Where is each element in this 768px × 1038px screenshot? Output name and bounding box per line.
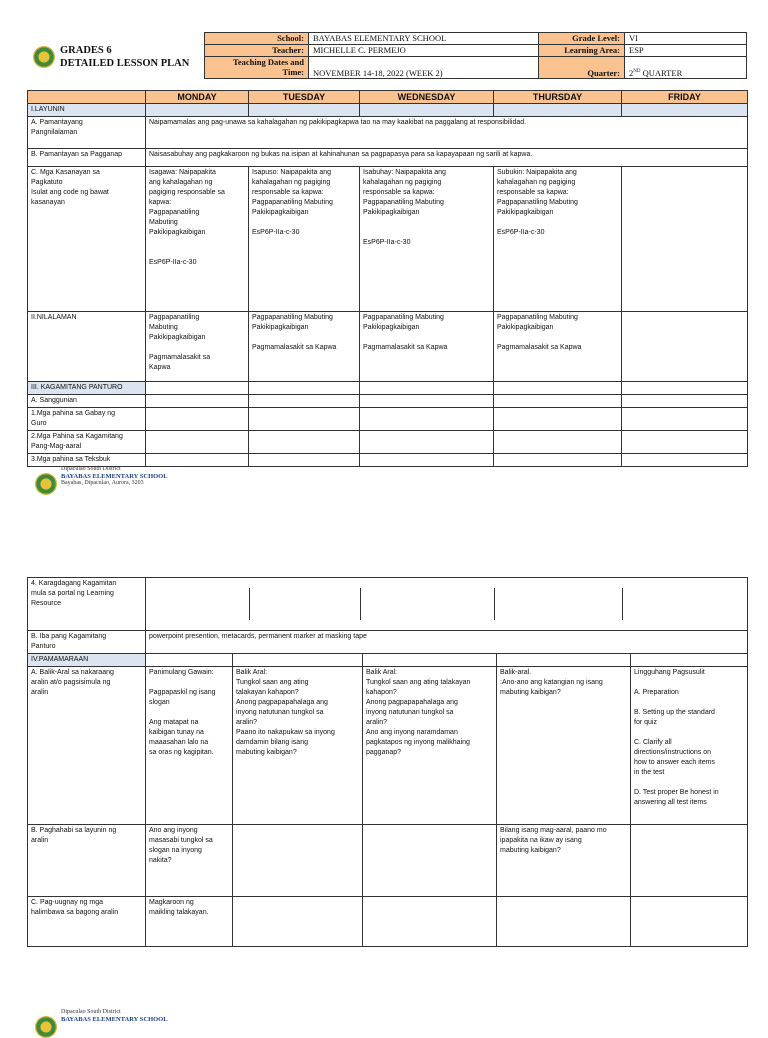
area-label: Learning Area: — [539, 45, 625, 57]
footer-address: Bayabas, Dipaculao, Aurora, 3203 — [61, 480, 144, 486]
footer-school: BAYABAS ELEMENTARY SCHOOL — [61, 473, 168, 480]
kagamitang-pang-label: 2.Mga Pahina sa Kagamitang Pang-Mag-aaral — [28, 431, 146, 454]
teacher-label: Teacher: — [205, 45, 309, 57]
pag-uugnay-label: C. Pag-uugnay ng mga halimbawa sa bagong aralin — [28, 897, 146, 947]
kasanayan-label: C. Mga Kasanayan sa Pagkatuto Isulat ang code ng bawat kasanayan — [28, 167, 146, 312]
footer-district-2: Dipaculao South District — [61, 1009, 121, 1015]
paganap-text: Naisasabuhay ang pagkakaroon ng bukas na isipan at kahinahunan sa pagpapasya para sa kapayapaan ng sarili at kapwa. — [146, 149, 748, 167]
section-pamamaraan: IV.PAMAMARAAN — [28, 654, 146, 667]
section-layunin: I.LAYUNIN — [28, 104, 146, 117]
pamantayang-label: A. Pamantayang Pangnilalaman — [28, 117, 146, 149]
balik-label: A. Balik-Aral sa nakaraang aralin at/o pagsisimula ng aralin — [28, 667, 146, 825]
paganap-label: B. Pamantayan sa Pagganap — [28, 149, 146, 167]
kasanayan-thursday: Subukin: Naipapakita ang kahalagahan ng pagiging responsable sa kapwa: Pagpapanatiling Mabuting Pakikipagkaibigan EsP6P-IIa-c-30 — [494, 167, 622, 312]
balik-wednesday: Balik Aral: Tungkol saan ang ating talakayan kahapon? Anong pagpapapahalaga ang inyong natutunan tungkol sa aralin? Ano ang inyong naramdaman pagkatapos ng inyong malikhaing pagganap? — [363, 667, 497, 825]
title-line-2: DETAILED LESSON PLAN — [60, 58, 190, 69]
quarter-value: 2ND QUARTER — [625, 57, 747, 79]
kasanayan-monday: Isagawa: Naipapakita ang kahalagahan ng pagiging responsable sa kapwa: Pagpapanatiling Mabuting Pakikipagkaibigan EsP6P-IIa-c-30 — [146, 167, 249, 312]
footer-block-2 — [61, 1009, 168, 1023]
kasanayan-wednesday: Isabuhay: Naipapakita ang kahalagahan ng pagiging responsable sa kapwa: Pagpapanatiling Mabuting Pakikipagkaibigan EsP6P-IIa-c-30 — [360, 167, 494, 312]
day-thursday: THURSDAY — [494, 91, 622, 104]
balik-tuesday: Balik Aral: Tungkol saan ang ating talakayan kahapon? Anong pagpapapahalaga ang inyong natutunan tungkol sa aralin? Paano ito nakapukaw sa inyong damdamin bilang isang mabuting kaibigan? — [233, 667, 363, 825]
title-line-1: GRADES 6 — [60, 45, 112, 56]
karagdagang-cells — [146, 588, 747, 620]
nilalaman-label: II.NILALAMAN — [28, 312, 146, 382]
karagdagang-label: 4. Karagdagang Kagamitan mula sa portal ng Learning Resource — [28, 578, 146, 631]
lesson-table-page2 — [27, 577, 748, 947]
gabay-label: 1.Mga pahina sa Gabay ng Guro — [28, 408, 146, 431]
sanggunian-label: A. Sanggunian — [28, 395, 146, 408]
nilalaman-monday: Pagpapanatiling Mabuting Pakikipagkaibigan Pagmamalasakit sa Kapwa — [146, 312, 249, 382]
school-logo — [33, 46, 55, 68]
corner-cell — [28, 91, 146, 104]
teksbuk-label: 3.Mga pahina sa Teksbuk — [28, 454, 146, 467]
day-wednesday: WEDNESDAY — [360, 91, 494, 104]
pag-uugnay-monday: Magkaroon ng maikling talakayan. — [146, 897, 233, 947]
dates-label: Teaching Dates and Time: — [205, 57, 309, 79]
footer-district: Dipaculao South District — [61, 466, 121, 472]
dates-value: NOVEMBER 14-18, 2022 (WEEK 2) — [309, 57, 539, 79]
pamantayang-text: Naipamamalas ang pag-unawa sa kahalagahan ng pakikipagkapwa tao na may kaakibat na paggalang at responsibilidad. — [146, 117, 748, 149]
iba-text: powerpoint presention, metacards, permanent marker at masking tape — [146, 631, 748, 654]
footer-school-2: BAYABAS ELEMENTARY SCHOOL — [61, 1016, 168, 1023]
nilalaman-tuesday: Pagpapanatiling Mabuting Pakikipagkaibigan Pagmamalasakit sa Kapwa — [249, 312, 360, 382]
day-friday: FRIDAY — [622, 91, 748, 104]
iba-label: B. Iba pang Kagamitang Panturo — [28, 631, 146, 654]
teacher-value: MICHELLE C. PERMEJO — [309, 45, 539, 57]
school-label: School: — [205, 33, 309, 45]
day-tuesday: TUESDAY — [249, 91, 360, 104]
lesson-table-page1 — [27, 90, 748, 467]
section-kagamitan: III. KAGAMITANG PANTURO — [28, 382, 146, 395]
paghahabi-thursday: Bilang isang mag-aaral, paano mo ipapakita na ikaw ay isang mabuting kaibigan? — [497, 825, 631, 897]
grade-value: VI — [625, 33, 747, 45]
day-monday: MONDAY — [146, 91, 249, 104]
balik-monday: Panimulang Gawain: Pagpapaskil ng isang slogan Ang matapat na kaibigan tunay na maaasahan lalo na sa oras ng kagipitan. — [146, 667, 233, 825]
page-title — [60, 44, 189, 70]
quarter-label: Quarter: — [539, 57, 625, 79]
grade-label: Grade Level: — [539, 33, 625, 45]
footer-logo-2 — [35, 1016, 57, 1038]
balik-thursday: Balik-aral. :Ano-ano ang katangian ng isang mabuting kaibigan? — [497, 667, 631, 825]
header-info-table — [204, 32, 747, 79]
school-value: BAYABAS ELEMENTARY SCHOOL — [309, 33, 539, 45]
nilalaman-wednesday: Pagpapanatiling Mabuting Pakikipagkaibigan Pagmamalasakit sa Kapwa — [360, 312, 494, 382]
footer-block — [61, 466, 168, 487]
area-value: ESP — [625, 45, 747, 57]
footer-logo — [35, 473, 57, 495]
kasanayan-tuesday: Isapuso: Naipapakita ang kahalagahan ng pagiging responsable sa kapwa: Pagpapanatiling Mabuting Pakikipagkaibigan EsP6P-IIa-c-30 — [249, 167, 360, 312]
balik-friday: Lingguhang Pagsusulit A. Preparation B. Setting up the standard for quiz C. Clarify all directions/instructions on how to answer each items in the test D. Test proper Be honest in answering all test items — [631, 667, 748, 825]
paghahabi-monday: Ano ang inyong masasabi tungkol sa slogan na inyong nakita? — [146, 825, 233, 897]
paghahabi-label: B. Paghahabi sa layunin ng aralin — [28, 825, 146, 897]
nilalaman-thursday: Pagpapanatiling Mabuting Pakikipagkaibigan Pagmamalasakit sa Kapwa — [494, 312, 622, 382]
